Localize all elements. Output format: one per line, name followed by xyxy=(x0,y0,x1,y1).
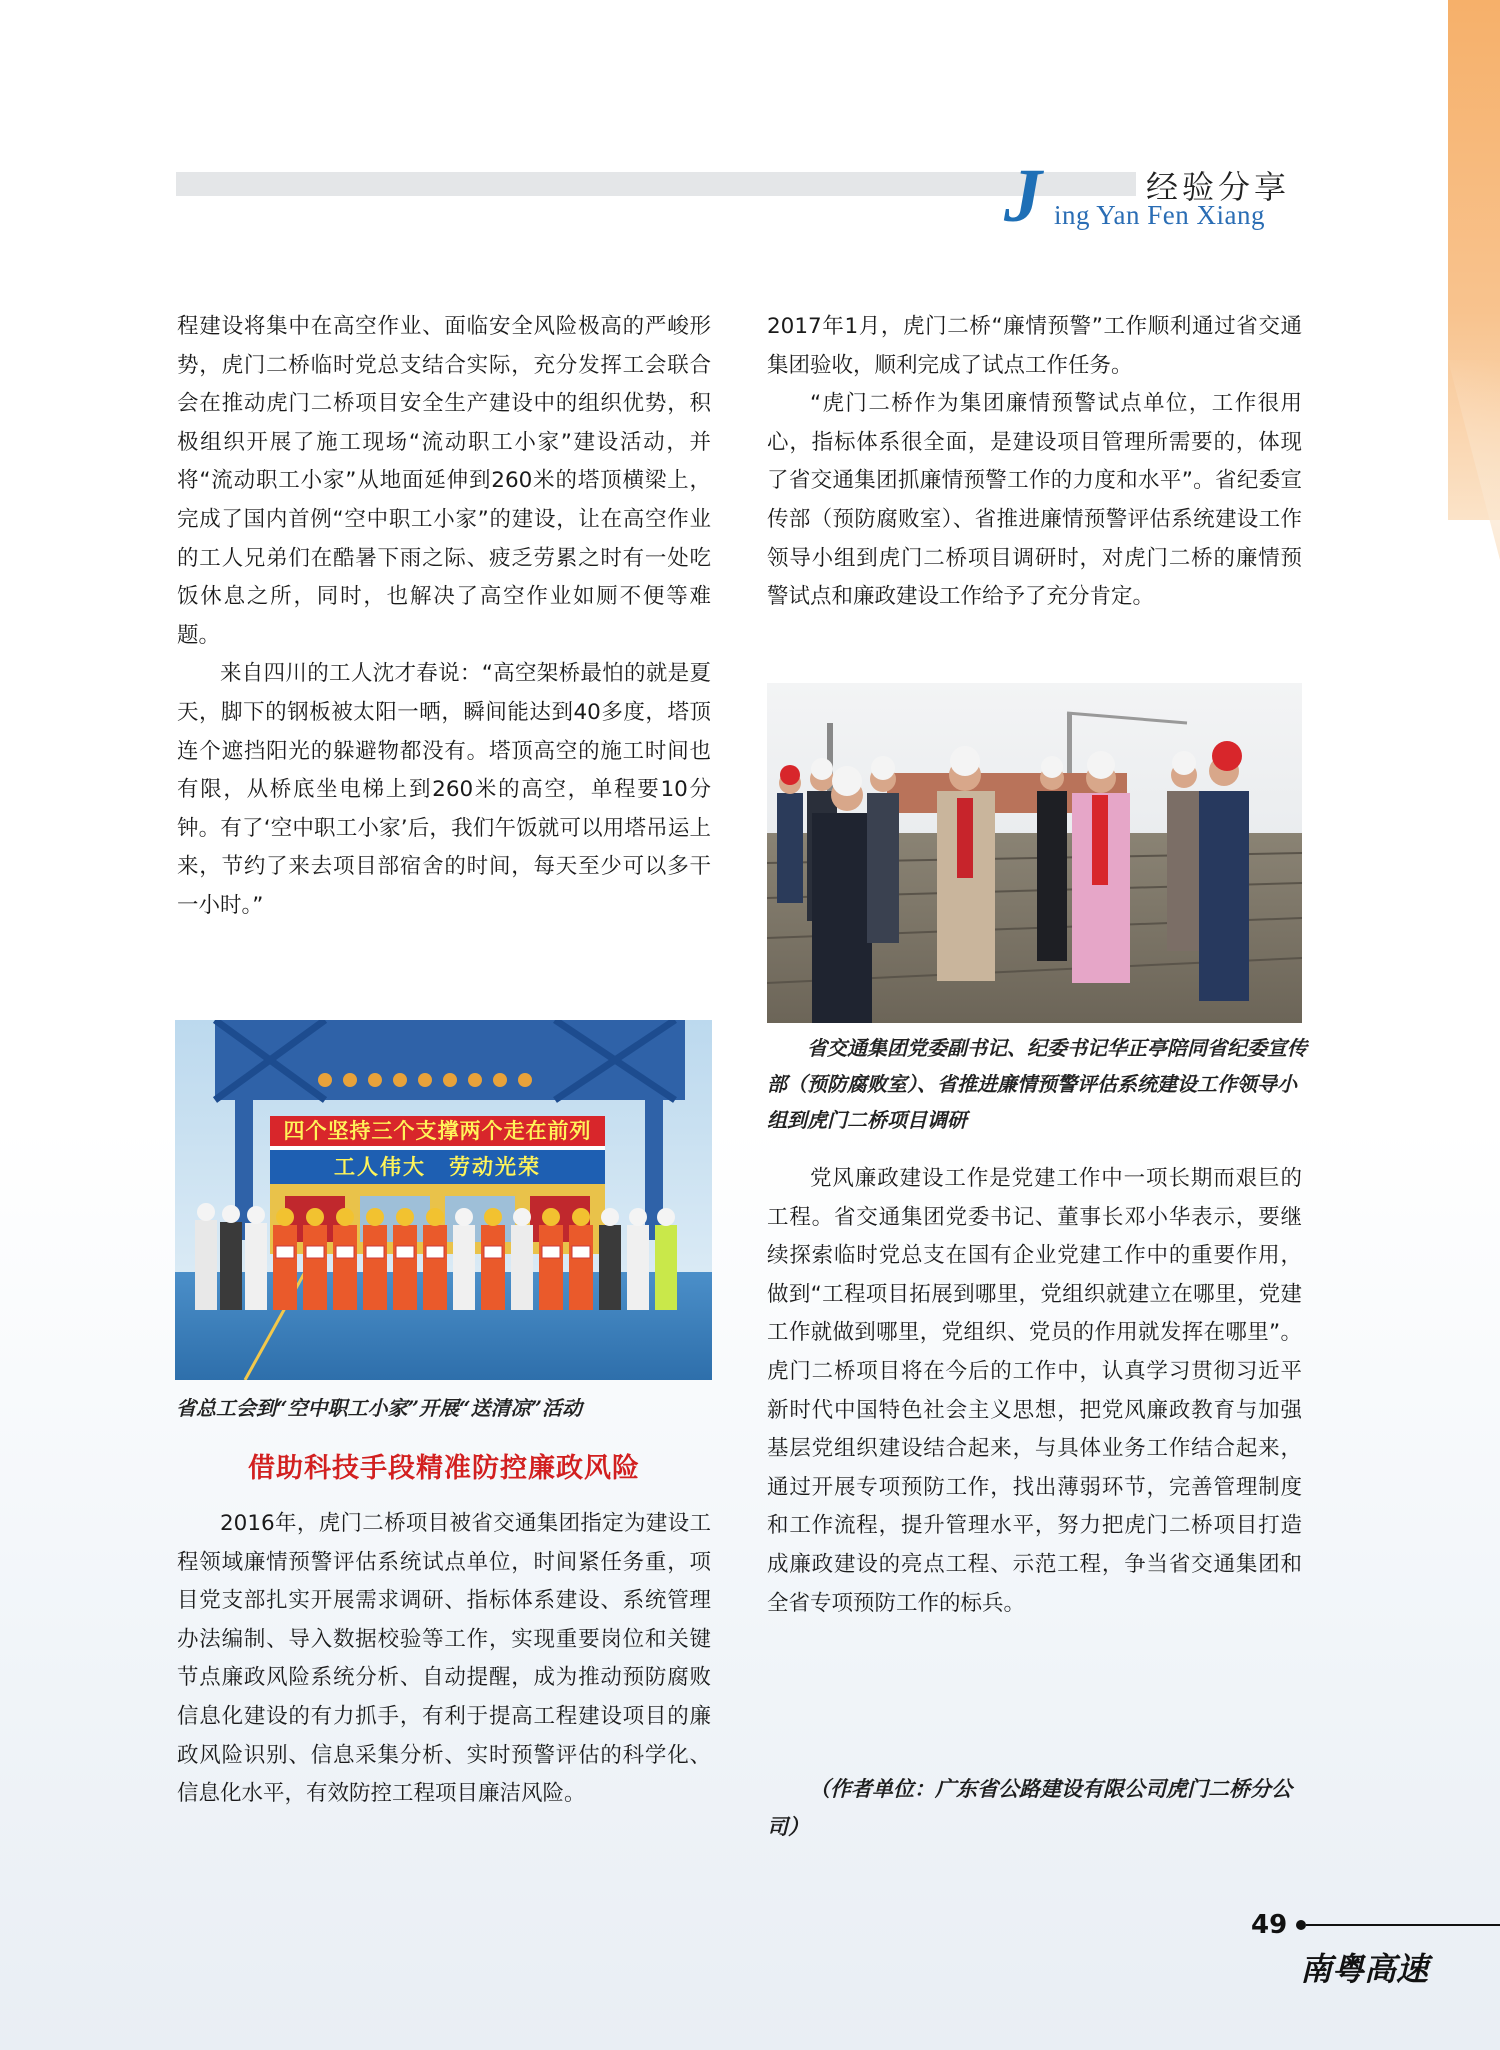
author-affiliation: （作者单位：广东省公路建设有限公司虎门二桥分公司） xyxy=(767,1776,1292,1839)
banner-bottom-text: 工人伟大 劳动光荣 xyxy=(334,1155,541,1179)
section-title: 经验分享 xyxy=(1146,168,1291,206)
paragraph: 来自四川的工人沈才春说：“高空架桥最怕的就是夏天，脚下的钢板被太阳一晒，瞬间能达到40多度，塔顶连个遮挡阳光的躲避物都没有。塔顶高空的施工时间也有限，从桥底坐电梯上到260米的高空，单程要10分钟。有了‘空中职工小家’后，我们午饭就可以用塔吊运上来，节约了来去项目部宿舍的时间，每天至少可以多干一小时。” xyxy=(177,661,711,918)
section-subtitle: ing Yan Fen Xiang xyxy=(1054,200,1266,230)
paragraph: 2016年，虎门二桥项目被省交通集团指定为建设工程领域廉情预警评估系统试点单位，时间紧任务重，项目党支部扎实开展需求调研、指标体系建设、系统管理办法编制、导入数据校验等工作，实现重要岗位和关键节点廉政风险系统分析、自动提醒，成为推动预防腐败信息化建设的有力抓手，有利于提高工程建设项目的廉政风险识别、信息采集分析、实时预警评估的科学化、信息化水平，有效防控工程项目廉洁风险。 xyxy=(177,1511,711,1807)
left-column xyxy=(177,308,711,926)
paragraph: 2017年1月，虎门二桥“廉情预警”工作顺利通过省交通集团验收，顺利完成了试点工作任务。 xyxy=(767,314,1302,378)
page-dot xyxy=(1296,1920,1306,1930)
right-column xyxy=(767,308,1302,617)
photo-sky-workers-home xyxy=(175,1020,712,1380)
photo-sky-workers-home-illustration xyxy=(175,1020,712,1380)
photo-caption-left: 省总工会到“空中职工小家”开展“送清凉”活动 xyxy=(176,1396,583,1420)
footer-rule xyxy=(1306,1924,1500,1926)
left-column-continued xyxy=(177,1505,711,1814)
subheading: 借助科技手段精准防控廉政风险 xyxy=(248,1453,640,1484)
paragraph: 党风廉政建设工作是党建工作中一项长期而艰巨的工程。省交通集团党委书记、董事长邓小华表示，要继续探索临时党总支在国有企业党建工作中的重要作用，做到“工程项目拓展到哪里，党组织就建立在哪里，党建工作就做到哪里，党组织、党员的作用就发挥在哪里”。虎门二桥项目将在今后的工作中，认真学习贯彻习近平新时代中国特色社会主义思想，把党风廉政教育与加强基层党组织建设结合起来，与具体业务工作结合起来，通过开展专项预防工作，找出薄弱环节，完善管理制度和工作流程，提升管理水平，努力把虎门二桥项目打造成廉政建设的亮点工程、示范工程，争当省交通集团和全省专项预防工作的标兵。 xyxy=(767,1166,1302,1616)
header-rule xyxy=(176,172,1136,196)
photo-inspection-visit xyxy=(767,683,1302,1023)
paragraph: “虎门二桥作为集团廉情预警试点单位，工作很用心，指标体系很全面，是建设项目管理所需要的，体现了省交通集团抓廉情预警工作的力度和水平”。省纪委宣传部（预防腐败室）、省推进廉情预警评估系统建设工作领导小组到虎门二桥项目调研时，对虎门二桥的廉情预警试点和廉政建设工作给予了充分肯定。 xyxy=(767,391,1302,610)
photo-inspection-visit-illustration xyxy=(767,683,1302,1023)
page-number: 49 xyxy=(1251,1910,1288,1940)
banner-top-text: 四个坚持三个支撑两个走在前列 xyxy=(283,1119,592,1143)
section-initial: J xyxy=(1004,154,1042,238)
masthead-logo: 南粤高速 xyxy=(1300,1950,1429,1988)
paragraph: 程建设将集中在高空作业、面临安全风险极高的严峻形势，虎门二桥临时党总支结合实际，充分发挥工会联合会在推动虎门二桥项目安全生产建设中的组织优势，积极组织开展了施工现场“流动职工小家”建设活动，并将“流动职工小家”从地面延伸到260米的塔顶横梁上，完成了国内首例“空中职工小家”的建设，让在高空作业的工人兄弟们在酷暑下雨之际、疲乏劳累之时有一处吃饭休息之所，同时，也解决了高空作业如厕不便等难题。 xyxy=(177,314,711,648)
right-column-continued xyxy=(767,1160,1302,1623)
photo-caption-right: 省交通集团党委副书记、纪委书记华正亭陪同省纪委宣传部（预防腐败室）、省推进廉情预警评估系统建设工作领导小组到虎门二桥项目调研 xyxy=(767,1036,1307,1132)
